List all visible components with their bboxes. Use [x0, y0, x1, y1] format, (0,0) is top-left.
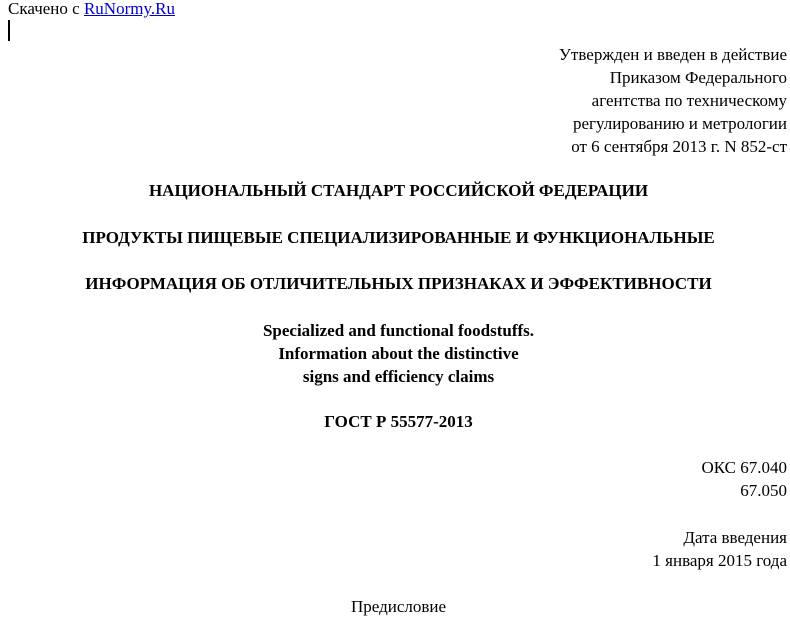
text-cursor: [8, 20, 10, 41]
download-source-line: [8, 0, 175, 20]
approval-line: Приказом Федерального: [609, 68, 787, 87]
download-prefix: Скачено с: [8, 0, 84, 18]
english-title-line: Information about the distinctive: [278, 344, 519, 363]
english-title-line: Specialized and functional foodstuffs.: [262, 321, 535, 340]
information-heading: ИНФОРМАЦИЯ ОБ ОТЛИЧИТЕЛЬНЫХ ПРИЗНАКАХ И ЭФФЕКТИВНОСТИ: [85, 274, 712, 293]
oks-codes: [701, 456, 787, 502]
english-title: [0, 319, 790, 388]
runormy-link[interactable]: RuNormy.Ru: [83, 0, 175, 18]
products-heading: ПРОДУКТЫ ПИЩЕВЫЕ СПЕЦИАЛИЗИРОВАННЫЕ И ФУНКЦИОНАЛЬНЫЕ: [82, 228, 715, 247]
introduction-date: [652, 526, 787, 572]
intro-date-line: Дата введения: [683, 528, 787, 547]
oks-line: ОКС 67.040: [701, 458, 787, 477]
gost-number: ГОСТ Р 55577-2013: [324, 412, 473, 431]
national-standard-heading: НАЦИОНАЛЬНЫЙ СТАНДАРТ РОССИЙСКОЙ ФЕДЕРАЦИИ: [148, 181, 649, 200]
approval-line: регулированию и метрологии: [572, 114, 787, 133]
foreword-heading: Предисловие: [350, 597, 447, 616]
approval-line: Утвержден и введен в действие: [558, 45, 787, 64]
approval-line: от 6 сентября 2013 г. N 852-ст: [571, 137, 787, 156]
intro-date-line: 1 января 2015 года: [652, 551, 787, 570]
english-title-line: signs and efficiency claims: [302, 367, 495, 386]
approval-line: агентства по техническому: [591, 91, 787, 110]
approval-block: [559, 43, 787, 158]
oks-line: 67.050: [740, 481, 787, 500]
